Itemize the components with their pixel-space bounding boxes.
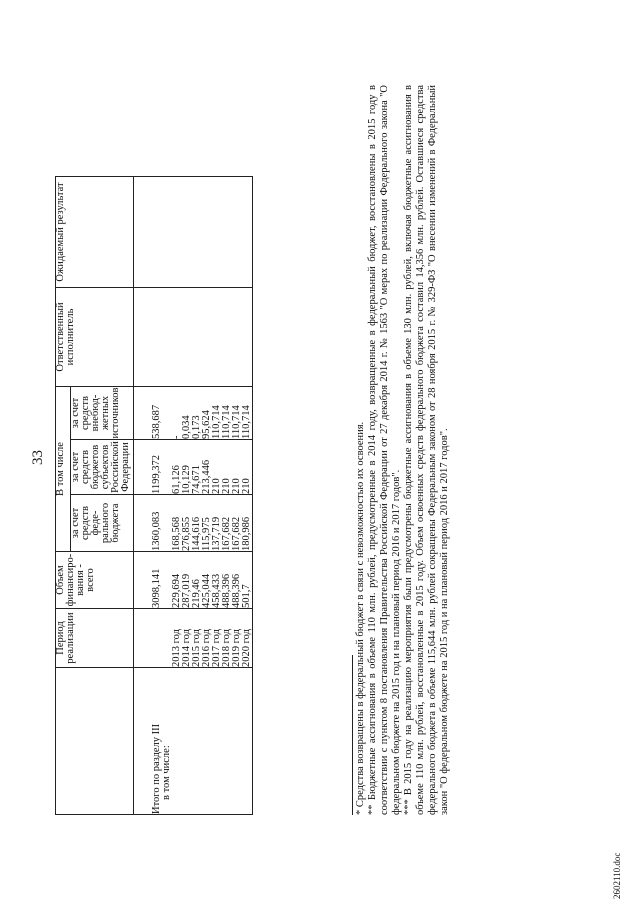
row-total: 425,044 — [202, 552, 212, 609]
row-executor — [212, 288, 222, 387]
row-extra: - — [172, 387, 182, 440]
row-year: 2018 год — [222, 609, 232, 668]
row-executor — [192, 288, 202, 387]
section-title: Итого по разделу III — [151, 723, 162, 814]
table-row — [222, 177, 232, 815]
row-regional: 213,446 — [202, 440, 212, 495]
footnote-3: *** В 2015 году на реализацию мероприятия были предусмотрены бюджетные ассигнования в объеме 130 млн. рублей, включая бюджетные ассигнования в объеме 110 млн. рублей, восстановленные в 2015 году. Объем освоенных средств федерального бюджета составил 14,356 млн. рублей. Оставшиеся средства федерального бюджета в объеме 115,644 млн. рублей сокращены Федеральным законом от 28 ноября 2015 г. № 329-ФЗ "О внесении изменений в Федеральный закон "О федеральном бюджете на 2015 год и на плановый период 2016 и 2017 годов". — [403, 85, 450, 815]
table-row — [202, 177, 212, 815]
row-regional: 10,129 — [182, 440, 192, 495]
header-executor: Ответственный исполнитель — [56, 288, 134, 387]
section-title-cell — [134, 668, 173, 815]
row-federal: 144,616 — [192, 495, 202, 552]
row-total: 229,694 — [172, 552, 182, 609]
row-total: 458,433 — [212, 552, 222, 609]
footnote-2: ** Бюджетные ассигнования в объеме 110 млн. рублей, предусмотренные в 2014 году, возвращенные в федеральный бюджет, восстановлены в 2015 году в соответствии с пунктом 8 постановления Правительства Российской Федерации от 27 декабря 2014 г. № 1563 "О мерах по реализации Федерального закона "О федеральном бюджете на 2015 год и на плановый период 2016 и 2017 годов". — [367, 85, 402, 815]
row-federal: 137,719 — [212, 495, 222, 552]
row-regional: 210 — [242, 440, 253, 495]
row-year: 2015 год — [192, 609, 202, 668]
row-year: 2016 год — [202, 609, 212, 668]
row-result — [232, 177, 242, 288]
header-total: Объем финансиро-вания - всего — [56, 552, 134, 609]
row-total: 488,396 — [232, 552, 242, 609]
footnote-rule — [352, 655, 353, 815]
footnote-1: * Средства возвращены в федеральный бюджет в связи с невозможностью их освоения. — [355, 421, 366, 815]
row-extra: 0,173 — [192, 387, 202, 440]
row-year: 2014 год — [182, 609, 192, 668]
table-row — [192, 177, 202, 815]
row-executor — [182, 288, 192, 387]
row-result — [192, 177, 202, 288]
row-result — [172, 177, 182, 288]
header-extra: за счет средств внебюд-жетных источников — [71, 387, 134, 440]
row-federal: 180,986 — [242, 495, 253, 552]
row-year: 2019 год — [232, 609, 242, 668]
table-row — [242, 177, 253, 815]
row-result — [242, 177, 253, 288]
row-year: 2013 год — [172, 609, 182, 668]
document-id: 2602110.doc — [612, 852, 622, 899]
row-executor — [232, 288, 242, 387]
financing-table — [55, 176, 253, 815]
row-extra: 0,034 — [182, 387, 192, 440]
footnotes — [355, 85, 451, 815]
row-label — [172, 668, 182, 815]
row-federal: 168,568 — [172, 495, 182, 552]
row-extra: 110,714 — [212, 387, 222, 440]
row-total: 287,019 — [182, 552, 192, 609]
section-subtitle: в том числе: — [161, 745, 172, 800]
table-row — [172, 177, 182, 815]
header-result: Ожидаемый результат — [56, 177, 134, 288]
header-regional: за счет средств бюджетов субъектов Российской Федерации — [71, 440, 134, 495]
row-regional: 210 — [212, 440, 222, 495]
row-result — [212, 177, 222, 288]
section-executor — [134, 288, 173, 387]
row-extra: 110,714 — [232, 387, 242, 440]
row-total: 488,396 — [222, 552, 232, 609]
section-federal: 1360,083 — [134, 495, 173, 552]
row-federal: 167,682 — [222, 495, 232, 552]
section-extra: 538,687 — [134, 387, 173, 440]
row-extra: 95,624 — [202, 387, 212, 440]
row-total: 501,7 — [242, 552, 253, 609]
section-regional: 1199,372 — [134, 440, 173, 495]
header-federal: за счет средств феде-рального бюджета — [71, 495, 134, 552]
row-federal: 167,682 — [232, 495, 242, 552]
table-row — [182, 177, 192, 815]
row-label — [242, 668, 253, 815]
row-result — [182, 177, 192, 288]
row-regional: 210 — [222, 440, 232, 495]
row-label — [232, 668, 242, 815]
row-extra: 110,714 — [222, 387, 232, 440]
row-label — [212, 668, 222, 815]
header-blank — [56, 668, 134, 815]
row-regional: 61,126 — [172, 440, 182, 495]
row-regional: 210 — [232, 440, 242, 495]
row-executor — [242, 288, 253, 387]
row-year: 2017 год — [212, 609, 222, 668]
row-year: 2020 год — [242, 609, 253, 668]
row-executor — [202, 288, 212, 387]
header-in-total: В том числе — [56, 387, 71, 552]
row-federal: 115,975 — [202, 495, 212, 552]
table-row — [212, 177, 222, 815]
row-label — [202, 668, 212, 815]
table-row — [232, 177, 242, 815]
header-period: Период реализации — [56, 609, 134, 668]
row-label — [192, 668, 202, 815]
section-result — [134, 177, 173, 288]
section-total: 3098,141 — [134, 552, 173, 609]
section-period — [134, 609, 173, 668]
row-label — [222, 668, 232, 815]
row-executor — [222, 288, 232, 387]
row-federal: 276,855 — [182, 495, 192, 552]
page-number: 33 — [30, 450, 46, 465]
row-regional: 74,671 — [192, 440, 202, 495]
row-result — [222, 177, 232, 288]
row-executor — [172, 288, 182, 387]
row-extra: 110,714 — [242, 387, 253, 440]
row-total: 219,46 — [192, 552, 202, 609]
row-label — [182, 668, 192, 815]
row-result — [202, 177, 212, 288]
